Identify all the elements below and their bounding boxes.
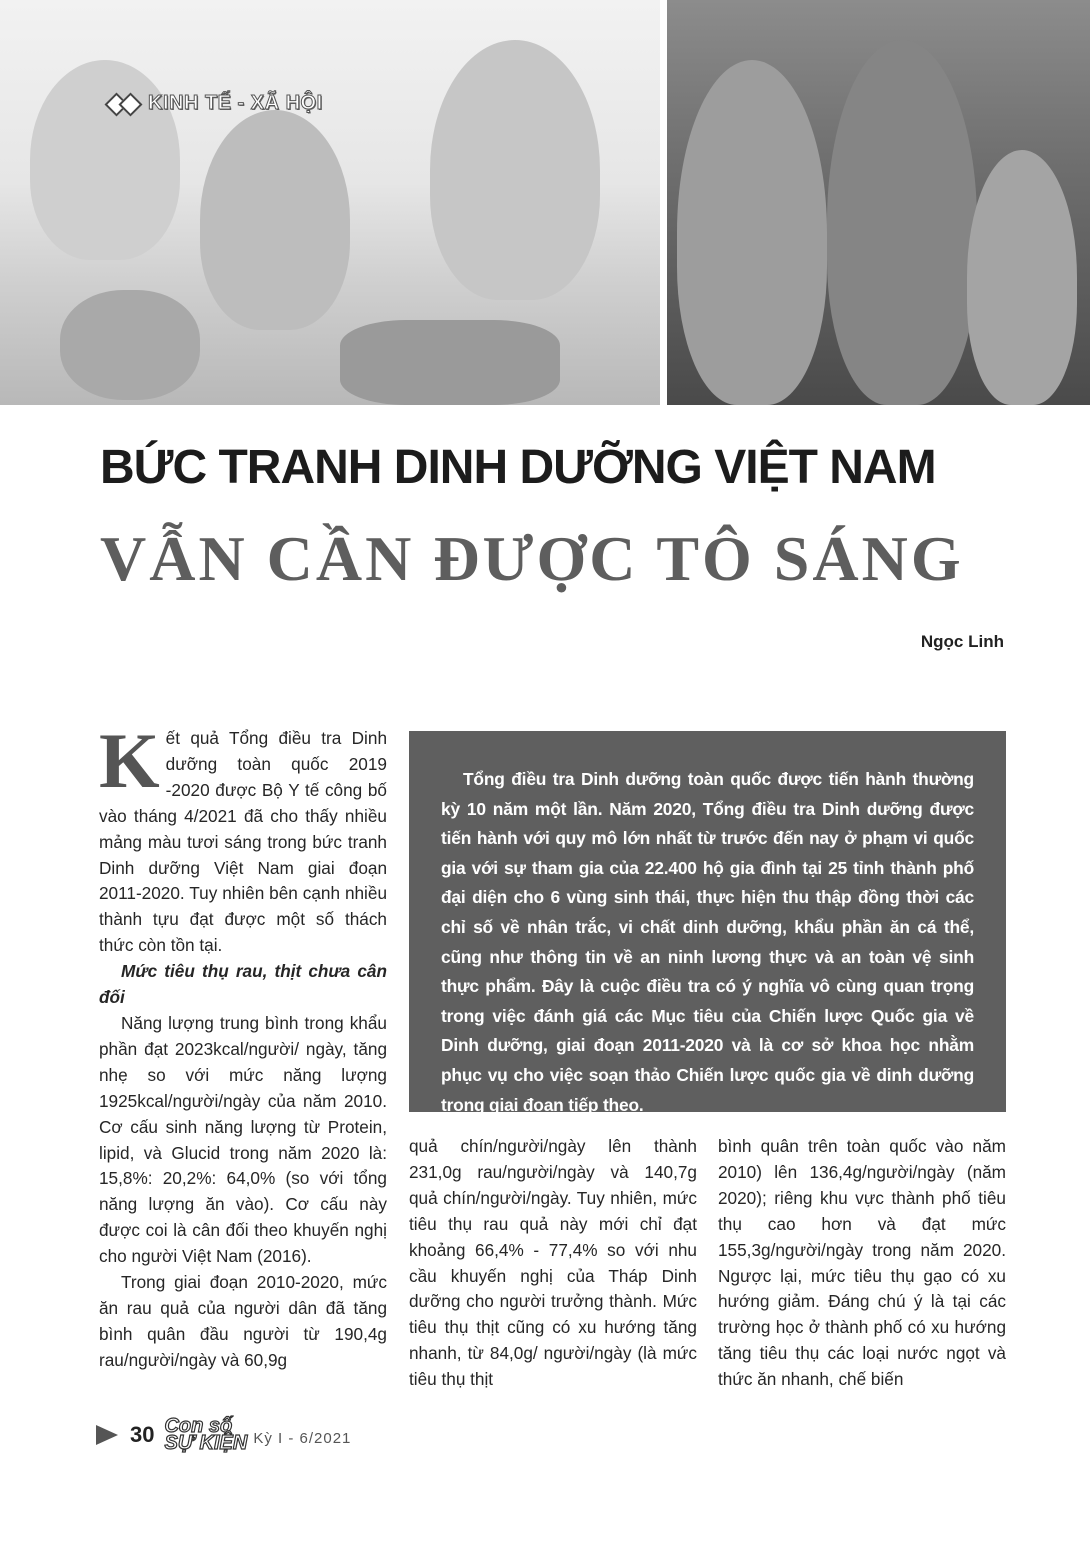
drop-cap: K [99,717,160,804]
issue-label: Kỳ I - 6/2021 [253,1429,352,1447]
section-tag-label: KINH TẾ - XÃ HỘI [148,91,323,114]
toy-shape [60,290,200,400]
author-name: Ngọc Linh [920,632,1004,651]
child-figure-3 [967,150,1077,405]
header-photo-children-playing [0,0,660,405]
child-figure-right [430,40,600,300]
logo-line1: Con số [164,1415,233,1437]
section-tag [108,90,323,116]
magazine-logo [164,1415,248,1454]
toy-shape-2 [340,320,560,405]
article-column-1 [99,717,387,1374]
intro-paragraph [99,717,387,959]
article-title-line2: VẪN CẦN ĐƯỢC TÔ SÁNG [100,523,964,594]
callout-box [409,731,1006,1115]
child-figure-2 [827,40,977,405]
article-column-3 [718,1134,1006,1393]
diamond-icon [108,90,138,116]
body-paragraph: Trong giai đoạn 2010-2020, mức ăn rau quả của người dân đã tăng bình quân đầu người từ 190,4g rau/người/ngày và 60,9g [99,1272,387,1370]
header-photo-smiling-children [667,0,1090,405]
logo-line2: SỰ KIỆN [164,1432,248,1454]
article-title-line1: BỨC TRANH DINH DƯỠNG VIỆT NAM [100,441,936,494]
arrow-right-icon [96,1425,118,1445]
page-number: 30 [130,1422,155,1447]
body-paragraph: bình quân trên toàn quốc vào năm 2010) lên 136,4g/người/ngày (năm 2020); riêng khu vực thành phố tiêu thụ cao hơn và đạt mức 155,3g/người/ngày trong năm 2020. Ngược lại, mức tiêu thụ gạo có xu hướng giảm. Đáng chú ý là tại các trường học ở thành phố có xu hướng tăng tiêu thụ các loại nước ngọt và thức ăn nhanh, chế biến [718,1136,1006,1390]
child-figure-middle [200,110,350,330]
body-paragraph: quả chín/người/ngày lên thành 231,0g rau/người/ngày và 140,7g quả chín/người/ngày. Tuy nhiên, mức tiêu thụ rau quả này mới chỉ đạt khoảng 66,4% - 77,4% so với nhu cầu khuyến nghị của Tháp Dinh dưỡng cho người trưởng thành. Mức tiêu thụ thịt cũng có xu hướng tăng nhanh, từ 84,0g/ người/ngày (là mức tiêu thụ thịt [409,1136,697,1390]
section-subheading: Mức tiêu thụ rau, thịt chưa cân đối [99,961,387,1008]
page-footer [96,1415,352,1454]
article-column-2 [409,1134,697,1393]
callout-text: Tổng điều tra Dinh dưỡng toàn quốc được tiến hành thường kỳ 10 năm một lần. Năm 2020, Tổng điều tra Dinh dưỡng được tiến hành với quy mô lớn nhất từ trước đến nay ở phạm vi quốc gia với sự tham gia của 22.400 hộ gia đình tại 25 tỉnh thành phố đại diện cho 6 vùng sinh thái, thực hiện thu thập đồng thời các chỉ số về nhân trắc, vi chất dinh dưỡng, khẩu phần ăn cá thể, cũng như thông tin về an ninh lương thực và an toàn vệ sinh thực phẩm. Đây là cuộc điều tra có ý nghĩa vô cùng quan trọng trong việc đánh giá các Mục tiêu của Chiến lược Quốc gia về Dinh dưỡng, giai đoạn 2011-2020 và là cơ sở khoa học nhằm phục vụ cho việc soạn thảo Chiến lược quốc gia về dinh dưỡng trong giai đoạn tiếp theo. [441,769,974,1115]
body-paragraph: Năng lượng trung bình trong khẩu phần đạt 2023kcal/người/ ngày, tăng nhẹ so với mức năng lượng 1925kcal/người/ngày của năm 2010. Cơ cấu sinh năng lượng từ Protein, lipid, và Glucid trong năm 2020 là: 15,8%: 20,2%: 64,0% (so với tổng năng lượng ăn vào). Cơ cấu này được coi là cân đối theo khuyến nghị cho người Việt Nam (2016). [99,1012,387,1267]
intro-text: ết quả Tổng điều tra Dinh dưỡng toàn quốc 2019 -2020 được Bộ Y tế công bố vào tháng 4/2021 đã cho thấy nhiều mảng màu tươi sáng trong bức tranh Dinh dưỡng Việt Nam giai đoạn 2011-2020. Tuy nhiên bên cạnh nhiều thành tựu đạt được một số thách thức còn tồn tại. [99,728,387,956]
child-figure-1 [677,60,827,405]
